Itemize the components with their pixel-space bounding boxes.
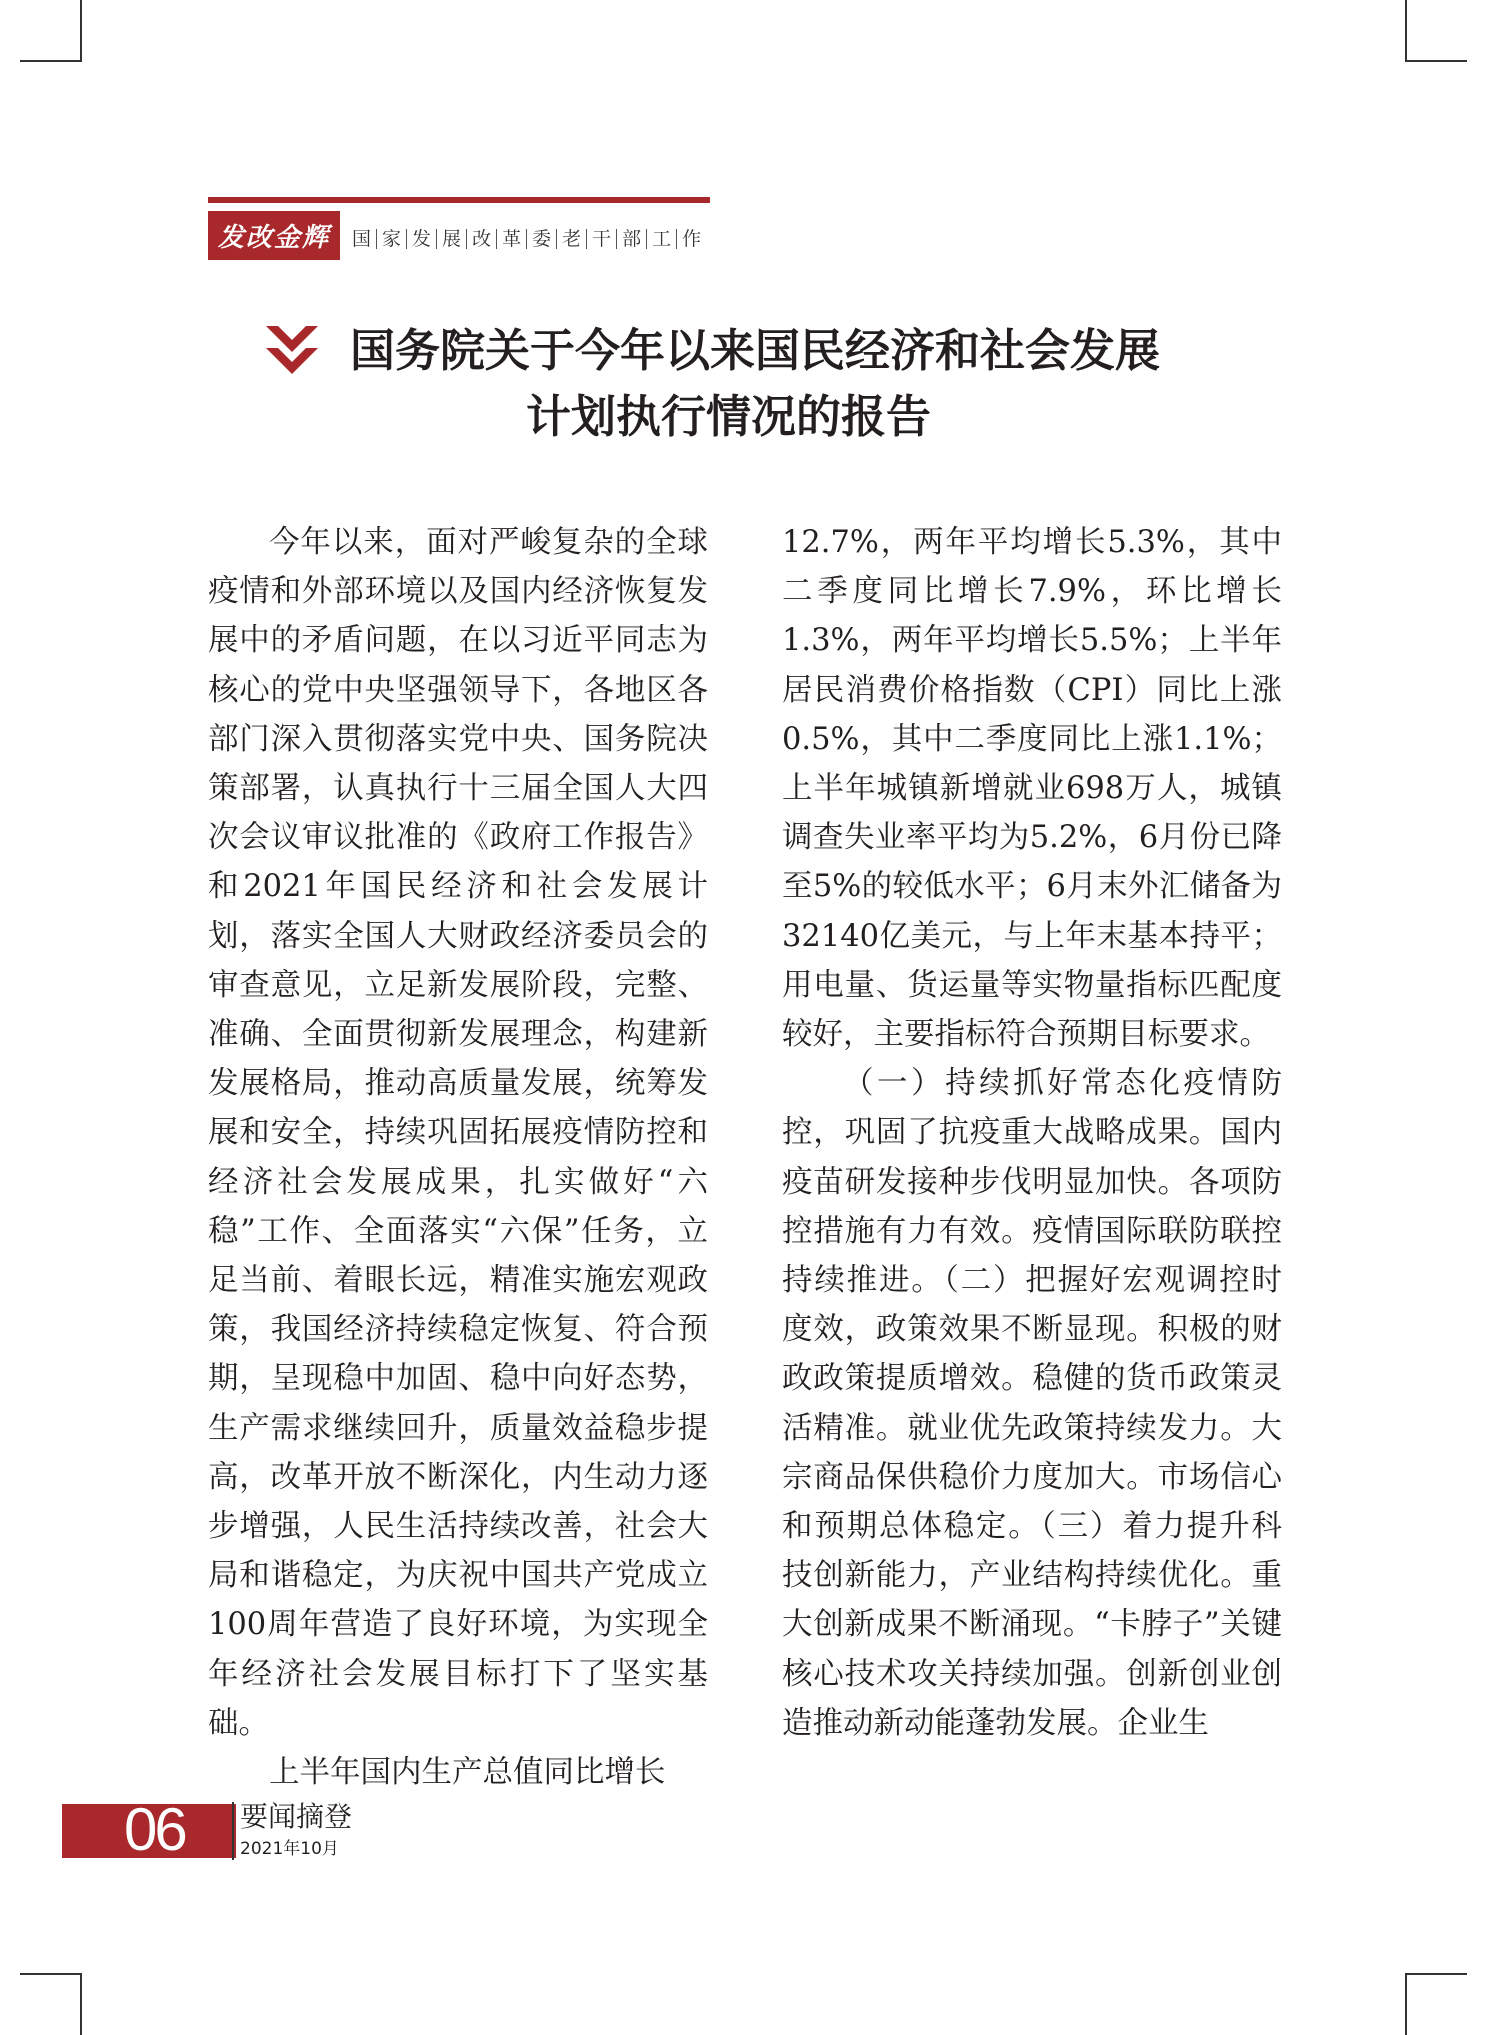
page-number: 06 [124, 1796, 185, 1863]
department-char: 干 [586, 229, 616, 249]
department-char: 改 [466, 229, 496, 249]
crop-mark-bottom-left-v [80, 1973, 82, 2035]
double-chevron-down-icon [264, 322, 320, 378]
page-number-dot [210, 1844, 218, 1852]
department-char: 委 [526, 229, 556, 249]
department-char: 家 [376, 229, 406, 249]
department-char: 老 [556, 229, 586, 249]
header-rule [208, 197, 710, 203]
body-column-left [208, 518, 708, 1797]
department-char: 作 [676, 229, 706, 249]
paragraph: （一）持续抓好常态化疫情防控，巩固了抗疫重大战略成果。国内疫苗研发接种步伐明显加快。各项防控措施有力有效。疫情国际联防联控持续推进。（二）把握好宏观调控时度效，政策效果不断显现。积极的财政政策提质增效。稳健的货币政策灵活精准。就业优先政策持续发力。大宗商品保供稳价力度加大。市场信心和预期总体稳定。（三）着力提升科技创新能力，产业结构持续优化。重大创新成果不断涌现。“卡脖子”关键核心技术攻关持续加强。创新创业创造推动新动能蓬勃发展。企业生 [782, 1066, 1282, 1741]
crop-mark-bottom-right-v [1405, 1973, 1407, 2035]
paragraph: 今年以来，面对严峻复杂的全球疫情和外部环境以及国内经济恢复发展中的矛盾问题，在以习近平同志为核心的党中央坚强领导下，各地区各部门深入贯彻落实党中央、国务院决策部署，认真执行十三届全国人大四次会议审议批准的《政府工作报告》和2021年国民经济和社会发展计划，落实全国人大财政经济委员会的审查意见，立足新发展阶段，完整、准确、全面贯彻新发展理念，构建新发展格局，推动高质量发展，统筹发展和安全，持续巩固拓展疫情防控和经济社会发展成果，扎实做好“六稳”工作、全面落实“六保”任务，立足当前、着眼长远，精准实施宏观政策，我国经济持续稳定恢复、符合预期，呈现稳中加固、稳中向好态势，生产需求继续回升，质量效益稳步提高，改革开放不断深化，内生动力逐步增强，人民生活持续改善，社会大局和谐稳定，为庆祝中国共产党成立100周年营造了良好环境，为实现全年经济社会发展目标打下了坚实基础。 [208, 525, 708, 1741]
section-name: 要闻摘登 [240, 1800, 353, 1833]
department-char: 工 [646, 229, 676, 249]
article-title [340, 318, 1260, 450]
brand-logo: 发改金辉 [208, 211, 340, 260]
crop-mark-top-right-h [1405, 60, 1467, 62]
department-char: 革 [496, 229, 526, 249]
crop-mark-top-left-h [20, 60, 82, 62]
crop-mark-top-right-v [1405, 0, 1407, 62]
department-char: 部 [616, 229, 646, 249]
crop-mark-bottom-left-h [20, 1973, 82, 1975]
issue-date: 2021年10月 [240, 1839, 339, 1859]
department-line [352, 224, 706, 254]
paragraph: 上半年国内生产总值同比增长 [269, 1755, 666, 1791]
crop-mark-top-left-v [80, 0, 82, 62]
body-column-right [782, 518, 1282, 1748]
department-char: 国 [352, 228, 372, 250]
paragraph: 12.7%，两年平均增长5.3%，其中二季度同比增长7.9%，环比增长1.3%，两年平均增长5.5%；上半年居民消费价格指数（CPI）同比上涨0.5%，其中二季度同比上涨1.1%；上半年城镇新增就业698万人，城镇调查失业率平均为5.2%，6月份已降至5%的较低水平；6月末外汇储备为32140亿美元，与上年末基本持平；用电量、货运量等实物量指标匹配度较好，主要指标符合预期目标要求。 [782, 525, 1282, 1053]
footer-divider [232, 1802, 234, 1860]
department-char: 发 [406, 229, 436, 249]
title-line-1: 国务院关于今年以来国民经济和社会发展 [350, 324, 1161, 377]
department-char: 展 [436, 229, 466, 249]
crop-mark-bottom-right-h [1405, 1973, 1467, 1975]
title-line-2: 计划执行情况的报告 [526, 390, 932, 443]
